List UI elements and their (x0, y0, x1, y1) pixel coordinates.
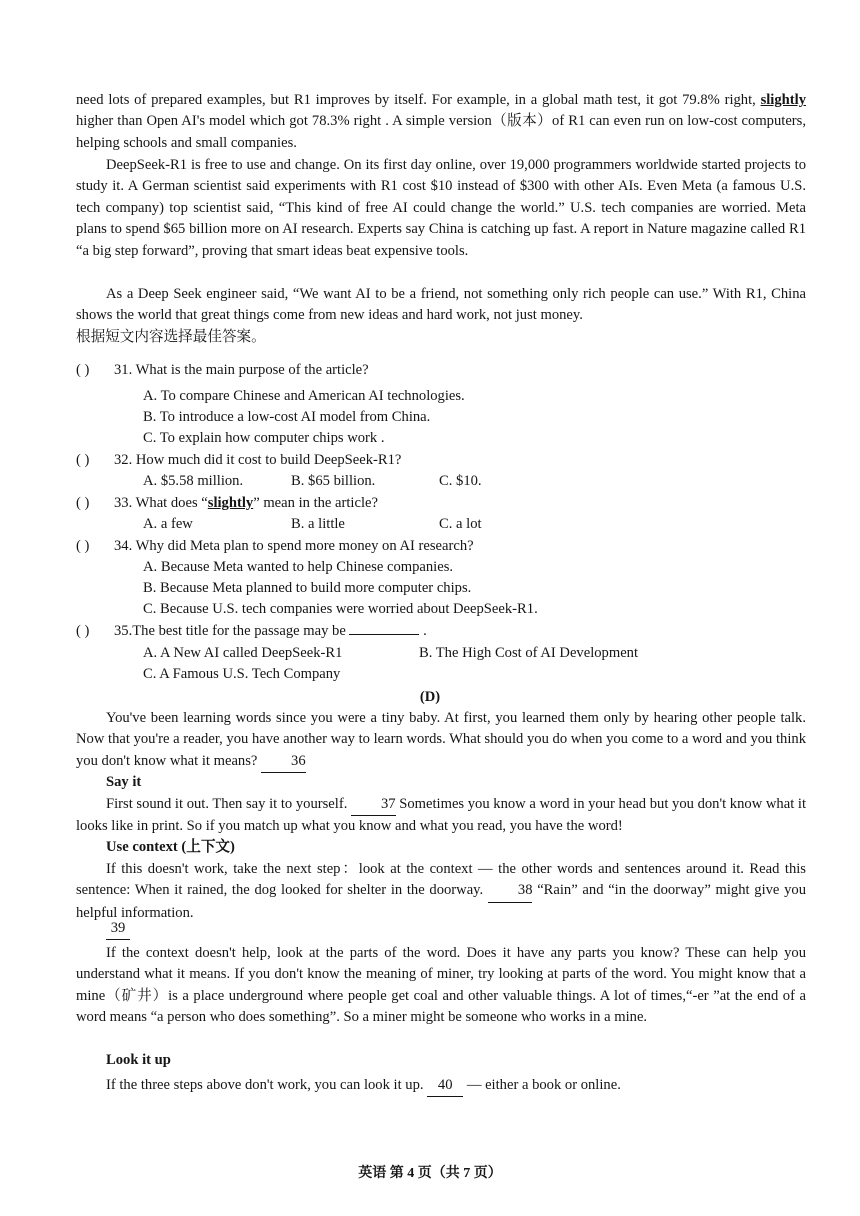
paragraph-say-it: First sound it out. Then say it to yourself. 37 Sometimes you know a word in your head but you don't know what it looks like in print. So if you match up what you know and what you read, you have the word! (76, 796, 807, 835)
underlined-word: slightly (207, 495, 254, 511)
underlined-word: slightly (760, 92, 806, 108)
paragraph-parts: If the context doesn't help, look at the parts of the word. Does it have any parts you know? These can help you understand what it means. If you don't know the meaning of miner, try looking at parts of the word. You might know that a mine（矿井）is a place underground where people get coal and other valuable things. A lot of times,“-er ”at the end of a word means “a person who does something”. So a miner might be someone who works in a mine. (76, 945, 806, 1026)
question-35: ( ) 35.The best title for the passage may be . (76, 621, 427, 642)
answer-bracket[interactable]: ( ) (76, 538, 90, 554)
question-32: ( ) 32. How much did it cost to build DeepSeek-R1? (76, 450, 401, 471)
page-footer: 英语 第 4 页（共 7 页） (358, 1166, 502, 1181)
heading-look-it-up: Look it up (106, 1052, 171, 1068)
passage-c-paragraph-1: need lots of prepared examples, but R1 improves by itself. For example, in a global math test, it got 79.8% right, slightly higher than Open AI's model which got 78.3% right . A simple version（版本）of R1 can even run on low-cost computers, helping schools and small companies. (76, 92, 806, 151)
option: A. Because Meta wanted to help Chinese companies. (143, 559, 454, 575)
passage-c-paragraph-2: DeepSeek-R1 is free to use and change. On its first day online, over 19,000 programmers worldwide started projects to study it. A German scientist said experiments with R1 cost $10 instead of $300 with other AIs. Even Meta (a famous U.S. tech company) top scientist said, “This kind of free AI could change the world.” U.S. tech companies are worried. Meta plans to spend $65 billion more on AI research. Experts say China is catching up fast. A report in Nature magazine called R1 “a big step forward”, proving that smart ideas beat expensive tools. (76, 157, 806, 259)
section-label: (D) (419, 689, 441, 705)
blank-39-line (106, 918, 130, 940)
heading-say-it: Say it (106, 774, 142, 790)
option-row (143, 471, 482, 492)
question-34: ( ) 34. Why did Meta plan to spend more money on AI research? (76, 536, 474, 557)
passage-d-intro: You've been learning words since you were a tiny baby. At first, you learned them only by hearing other people talk. Now that you're a reader, you have another way to learn words. What should you do when you come to a word and you think you don't know what it means? 36 (76, 708, 806, 773)
option: B. The High Cost of AI Development (419, 645, 639, 661)
option: C. $10. (439, 473, 482, 489)
paragraph-look-it-up: If the three steps above don't work, you can look it up. 40 — either a book or online. (106, 1075, 621, 1097)
option: C. a lot (439, 516, 482, 532)
paragraph-context: If this doesn't work, take the next step：look at the context — the other words and sentences around it. Read this sentence: When it rained, the dog looked for shelter in the doorway. 38 “Rain” and “in the doorway” might give you helpful information. (76, 861, 806, 921)
option: C. To explain how computer chips work . (143, 430, 385, 446)
option: A. a few (143, 516, 193, 532)
option-row (143, 514, 482, 535)
blank-37[interactable]: 37 (351, 794, 396, 816)
blank-39[interactable]: 39 (106, 918, 130, 940)
instruction: 根据短文内容选择最佳答案。 (76, 329, 266, 345)
fill-blank[interactable] (349, 634, 419, 635)
option: A. To compare Chinese and American AI technologies. (143, 388, 465, 404)
option: A. $5.58 million. (143, 473, 244, 489)
option: B. a little (291, 516, 345, 532)
option: B. $65 billion. (291, 473, 376, 489)
option: A. A New AI called DeepSeek-R1 (143, 645, 343, 661)
blank-38[interactable]: 38 (488, 880, 533, 902)
answer-bracket[interactable]: ( ) (76, 623, 90, 639)
answer-bracket[interactable]: ( ) (76, 452, 90, 468)
answer-bracket[interactable]: ( ) (76, 495, 90, 511)
option: C. Because U.S. tech companies were worried about DeepSeek-R1. (143, 601, 538, 617)
option: B. To introduce a low-cost AI model from China. (143, 409, 431, 425)
blank-40[interactable]: 40 (427, 1075, 463, 1097)
answer-bracket[interactable]: ( ) (76, 362, 90, 378)
blank-36[interactable]: 36 (261, 751, 306, 773)
option-row (143, 643, 638, 664)
passage-c-paragraph-3: As a Deep Seek engineer said, “We want AI to be a friend, not something only rich people can use.” With R1, China shows the world that great things come from new ideas and hard work, not just money. (76, 286, 806, 324)
question-33: ( ) 33. What does “slightly” mean in the article? (76, 493, 378, 514)
heading-use-context: Use context (上下文) (106, 839, 235, 855)
option: C. A Famous U.S. Tech Company (143, 666, 341, 682)
question-31: ( ) 31. What is the main purpose of the article? (76, 360, 369, 381)
option: B. Because Meta planned to build more computer chips. (143, 580, 472, 596)
